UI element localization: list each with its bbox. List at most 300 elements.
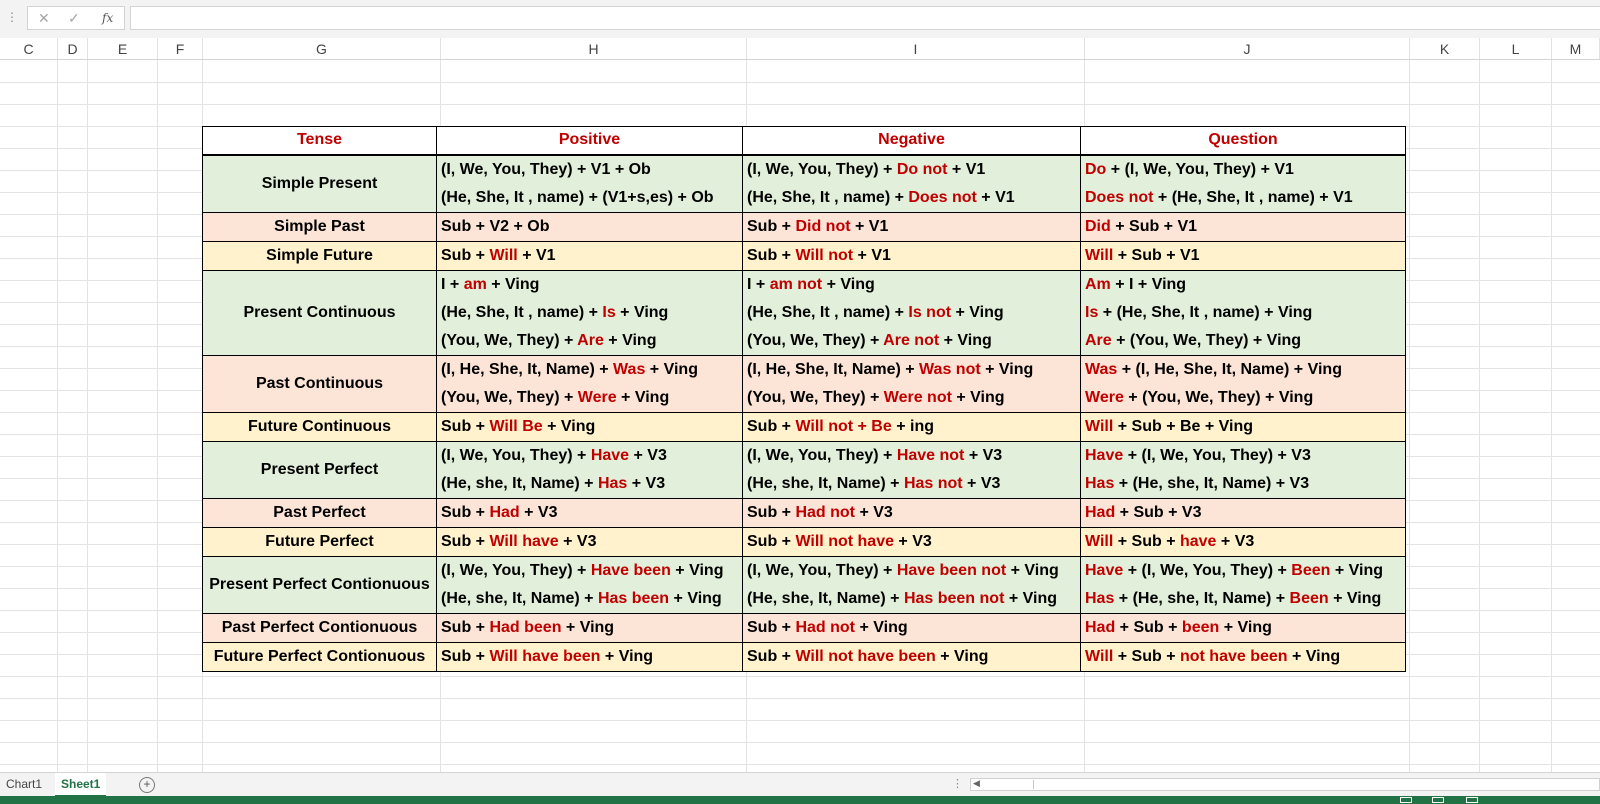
formula-line [441,271,738,299]
tense-cell[interactable]: Simple Present [203,155,437,213]
formula-line [1085,413,1401,441]
normal-view-icon[interactable] [1400,797,1412,803]
formula-text: + Ving [561,618,615,636]
formula-cell[interactable] [743,527,1081,556]
formula-text: + Sub + [1115,618,1182,636]
formula-text: (I, We, You, They) + [441,446,591,464]
formula-line [441,585,738,613]
formula-text: + Ving [980,360,1034,378]
formula-text: + V1 [853,246,891,264]
formula-line [1085,528,1401,556]
formula-text: + (He, she, It, Name) + [1114,589,1290,607]
highlighted-term: Will not have [795,532,894,550]
formula-text: + Sub + V3 [1115,503,1202,521]
grid-line-vertical [87,60,88,772]
formula-line [441,557,738,585]
tense-cell[interactable]: Future Perfect Contionuous [203,642,437,671]
formula-text: + V3 [1216,532,1255,550]
formula-line [1085,557,1401,585]
formula-text: (You, We, They) + [747,388,884,406]
column-header-i[interactable]: I [747,38,1085,59]
formula-cell[interactable] [743,642,1081,671]
formula-text: + Ving [645,360,698,378]
cancel-icon[interactable]: ✕ [38,10,50,26]
formula-text: + V1 [976,188,1015,206]
formula-line [441,184,738,212]
formula-cell[interactable] [743,441,1081,498]
formula-text: + Ving [1006,561,1059,579]
formula-text: Sub + [747,417,796,435]
table-row [203,613,1406,642]
table-row [203,527,1406,556]
highlighted-term: Has [1085,589,1115,607]
highlighted-term: Are [1085,331,1112,349]
formula-text: + I + Ving [1110,275,1187,293]
formula-text: + V3 [558,532,597,550]
formula-cell[interactable] [743,270,1081,355]
formula-line [747,470,1076,498]
highlighted-term: Am [1085,275,1111,293]
sheet-tab-chart1[interactable]: Chart1 [6,777,43,791]
formula-input[interactable] [130,6,1600,30]
formula-cell[interactable] [743,212,1081,241]
highlighted-term: Have been not [896,561,1007,579]
formula-text: + ing [891,417,934,435]
formula-line [441,643,738,671]
formula-cell[interactable] [1081,212,1406,241]
formula-line [1085,299,1401,327]
formula-line [747,442,1076,470]
highlighted-term: Will not have been [795,647,936,665]
highlighted-term: Have [1085,446,1124,464]
formula-text: Sub + [747,503,796,521]
tense-cell[interactable]: Past Continuous [203,355,437,412]
formula-cell[interactable] [437,498,743,527]
formula-cell[interactable] [1081,155,1406,213]
tense-cell[interactable]: Present Perfect Contionuous [203,556,437,613]
formula-text: Sub + [747,217,796,235]
formula-text: (He, She, It , name) + [747,303,909,321]
grid-line-horizontal [0,676,1600,677]
highlighted-term: Do [1085,160,1107,178]
formula-cell[interactable] [437,642,743,671]
highlighted-term: Been [1289,589,1329,607]
highlighted-term: Has been not [903,589,1005,607]
highlighted-term: Is [1085,303,1099,321]
formula-line [1085,585,1401,613]
formula-line [441,156,738,184]
formula-line [441,470,738,498]
page-layout-icon[interactable] [1432,797,1444,803]
table-row [203,355,1406,412]
formula-line [441,413,738,441]
formula-text: + Ving [670,561,724,579]
formula-text: + Ving [951,388,1005,406]
formula-text: + V3 [964,446,1003,464]
column-header-h[interactable]: H [441,38,747,59]
highlighted-term: Are not [883,331,940,349]
tense-cell[interactable]: Past Perfect [203,498,437,527]
highlighted-term: Was [1085,360,1118,378]
grid-line-horizontal [0,764,1600,765]
formula-text: (I, We, You, They) + [441,561,591,579]
highlighted-term: Did [1085,217,1111,235]
formula-text: + V3 [893,532,932,550]
column-header-k[interactable]: K [1410,38,1480,59]
formula-text: (He, She, It , name) + [441,303,603,321]
formula-text: + V3 [627,474,666,492]
formula-line [747,156,1076,184]
sheet-tab-sheet1[interactable]: Sheet1 [55,773,106,797]
formula-line [1085,384,1401,412]
formula-cell[interactable] [743,155,1081,213]
highlighted-term: Has not [903,474,963,492]
formula-text: (I, We, You, They) + [747,160,897,178]
formula-text: Sub + [441,647,490,665]
formula-text: + (I, We, You, They) + V1 [1106,160,1294,178]
formula-text: + Ving [1330,561,1384,579]
column-header-f[interactable]: F [158,38,203,59]
formula-cell[interactable] [743,355,1081,412]
highlighted-term: Will have [489,532,559,550]
grid-line-horizontal [0,698,1600,699]
table-row [203,270,1406,355]
highlighted-term: Will have been [489,647,601,665]
highlighted-term: am [463,275,487,293]
grid-line-vertical [1551,60,1552,772]
formula-text: + V3 [629,446,667,464]
highlighted-term: been [1181,618,1220,636]
formula-cell[interactable] [1081,613,1406,642]
column-header-m[interactable]: M [1552,38,1600,59]
formula-text: + V1 [947,160,986,178]
formula-line [441,528,738,556]
column-header-c[interactable]: C [0,38,58,59]
formula-line [441,327,738,355]
formula-cell[interactable] [437,355,743,412]
formula-text: + (I, We, You, They) + V3 [1123,446,1311,464]
formula-text: Sub + [747,618,796,636]
formula-line [1085,614,1401,642]
highlighted-term: Have [1085,561,1124,579]
formula-line [747,413,1076,441]
header-cell[interactable]: Negative [743,127,1081,155]
highlighted-term: Was not [919,360,981,378]
formula-cell[interactable] [437,412,743,441]
formula-cell[interactable] [437,527,743,556]
formula-line [747,528,1076,556]
formula-text: + V1 [517,246,556,264]
formula-cell[interactable] [1081,642,1406,671]
scrollbar-thumb[interactable] [1033,780,1594,789]
formula-line [747,299,1076,327]
column-header-j[interactable]: J [1085,38,1410,59]
formula-line [1085,643,1401,671]
highlighted-term: Will not + Be [795,417,892,435]
formula-line [1085,242,1401,270]
formula-buttons [27,6,125,30]
highlighted-term: Have [590,446,630,464]
formula-bar [0,0,1600,38]
formula-text: + Ving [1219,618,1272,636]
formula-text: + Ving [542,417,596,435]
formula-text: + Sub + [1113,532,1180,550]
highlighted-term: Will not [795,246,854,264]
formula-cell[interactable] [743,412,1081,441]
formula-line [441,614,738,642]
column-header-l[interactable]: L [1480,38,1552,59]
formula-text: + V1 [850,217,889,235]
formula-line [1085,327,1401,355]
formula-text: + Ving [615,303,669,321]
table-row [203,412,1406,441]
grid-line-horizontal [0,104,1600,105]
formula-cell[interactable] [743,498,1081,527]
formula-text: + Sub + V1 [1113,246,1200,264]
enter-icon[interactable]: ✓ [68,10,80,26]
formula-line [747,213,1076,241]
formula-cell[interactable] [1081,527,1406,556]
formula-line [1085,356,1401,384]
formula-text: (He, she, It, Name) + [441,589,598,607]
formula-cell[interactable] [1081,556,1406,613]
highlighted-term: Have not [896,446,965,464]
highlighted-term: Will [1085,647,1114,665]
formula-text: + Ving [951,303,1004,321]
formula-text: + Ving [603,331,657,349]
add-sheet-icon[interactable]: + [139,777,155,793]
formula-text: + Ving [855,618,908,636]
formula-text: Sub + [747,647,796,665]
formula-text: Sub + [441,618,490,636]
insert-function-icon[interactable]: fx [102,11,114,25]
formula-text: + Ving [1004,589,1058,607]
formula-cell[interactable] [437,441,743,498]
formula-text: I + [747,275,770,293]
sheet-tab-bar [0,772,1600,796]
highlighted-term: Have been [590,561,671,579]
formula-cell[interactable] [437,613,743,642]
formula-text: + Ving [486,275,540,293]
formula-line [747,614,1076,642]
formula-text: + Ving [1287,647,1341,665]
formula-cell[interactable] [437,270,743,355]
formula-line [747,184,1076,212]
formula-line [1085,442,1401,470]
formula-text: Sub + [441,503,490,521]
formula-line [1085,470,1401,498]
highlighted-term: Been [1291,561,1331,579]
highlighted-term: Does not [908,188,977,206]
highlighted-term: Had been [489,618,562,636]
formula-text: Sub + V2 + Ob [441,217,550,235]
formula-cell[interactable] [743,613,1081,642]
formula-line [1085,156,1401,184]
highlighted-term: not have been [1179,647,1288,665]
highlighted-term: Were [1085,388,1124,406]
highlighted-term: Will [1085,246,1114,264]
formula-text: Sub + [747,532,796,550]
tense-cell[interactable]: Simple Past [203,212,437,241]
highlighted-term: Are [577,331,604,349]
grid-line-horizontal [0,720,1600,721]
formula-text: I + [441,275,464,293]
tense-cell[interactable]: Future Perfect [203,527,437,556]
formula-line [441,442,738,470]
formula-text: (He, she, It, Name) + [747,589,904,607]
formula-text: + V3 [855,503,893,521]
formula-cell[interactable] [437,241,743,270]
formula-line [1085,184,1401,212]
formula-cell[interactable] [1081,241,1406,270]
table-row [203,441,1406,498]
highlighted-term: Has been [597,589,670,607]
formula-line [441,213,738,241]
tense-cell[interactable]: Past Perfect Contionuous [203,613,437,642]
formula-line [747,643,1076,671]
highlighted-term: have [1179,532,1217,550]
formula-text: Sub + [747,246,796,264]
formula-text: + (I, He, She, It, Name) + Ving [1117,360,1342,378]
highlighted-term: Has [597,474,628,492]
formula-text: (I, We, You, They) + [747,446,897,464]
tense-cell[interactable]: Simple Future [203,241,437,270]
formula-text: + Sub + Be + Ving [1113,417,1254,435]
highlighted-term: Does not [1085,188,1154,206]
highlighted-term: Did not [795,217,851,235]
formula-text: (You, We, They) + [747,331,884,349]
formula-text: (He, She, It , name) + (V1+s,es) + Ob [441,188,714,206]
grid-line-vertical [157,60,158,772]
formula-text: + Ving [935,647,989,665]
formula-cell[interactable] [1081,355,1406,412]
highlighted-term: Will [1085,532,1114,550]
formula-text: + (He, she, It, Name) + V3 [1114,474,1310,492]
status-bar [0,796,1600,804]
formula-line [1085,213,1401,241]
formula-cell[interactable] [743,556,1081,613]
formula-line [747,242,1076,270]
formula-cell[interactable] [437,155,743,213]
highlighted-term: Were not [883,388,952,406]
formula-cell[interactable] [437,212,743,241]
formula-cell[interactable] [1081,270,1406,355]
formula-text: (I, He, She, It, Name) + [747,360,920,378]
table-header-row [203,127,1406,155]
formula-text: (He, she, It, Name) + [441,474,598,492]
grid-line-vertical [57,60,58,772]
highlighted-term: Had [1085,503,1116,521]
highlighted-term: Do not [896,160,948,178]
table-row [203,642,1406,671]
grid-line-vertical [1409,60,1410,772]
horizontal-scrollbar[interactable] [970,778,1600,791]
formula-line [441,299,738,327]
page-break-icon[interactable] [1466,797,1478,803]
formula-text: + (He, She, It , name) + Ving [1098,303,1313,321]
highlighted-term: Is [602,303,616,321]
formula-line [441,499,738,527]
column-header-d[interactable]: D [58,38,88,59]
tense-cell[interactable]: Present Perfect [203,441,437,498]
tab-splitter-icon[interactable]: ⋮ [952,778,963,790]
grid-line-horizontal [0,742,1600,743]
highlighted-term: am not [769,275,823,293]
column-header-g[interactable]: G [203,38,441,59]
formula-line [1085,499,1401,527]
formula-text: (You, We, They) + [441,388,578,406]
scroll-left-icon[interactable]: ◀ [973,778,980,788]
formula-bar-grip-icon: ⋮ [6,10,18,24]
highlighted-term: Were [577,388,617,406]
column-header-row [0,38,1600,60]
formula-cell[interactable] [743,241,1081,270]
tense-cell[interactable]: Present Continuous [203,270,437,355]
formula-cell[interactable] [1081,412,1406,441]
formula-text: (He, she, It, Name) + [747,474,904,492]
formula-text: + V3 [962,474,1001,492]
highlighted-term: Had not [795,618,855,636]
formula-text: + (You, We, They) + Ving [1123,388,1314,406]
header-cell[interactable]: Positive [437,127,743,155]
header-cell[interactable]: Question [1081,127,1406,155]
highlighted-term: Will [489,246,518,264]
highlighted-term: Will Be [489,417,543,435]
highlighted-term: Was [613,360,646,378]
table-row [203,498,1406,527]
formula-text: + V3 [519,503,558,521]
formula-line [747,557,1076,585]
highlighted-term: Had [1085,618,1116,636]
header-cell[interactable]: Tense [203,127,437,155]
table-row [203,212,1406,241]
formula-text: + (I, We, You, They) + [1123,561,1292,579]
formula-text: + (You, We, They) + Ving [1111,331,1302,349]
formula-line [747,271,1076,299]
formula-text: + Ving [822,275,875,293]
formula-text: + Ving [669,589,722,607]
formula-text: + Ving [600,647,654,665]
formula-text: Sub + [441,246,490,264]
grid-line-vertical [1479,60,1480,772]
formula-line [747,327,1076,355]
highlighted-term: Is not [908,303,952,321]
formula-text: + Ving [939,331,992,349]
formula-cell[interactable] [1081,441,1406,498]
table-row [203,241,1406,270]
tense-cell[interactable]: Future Continuous [203,412,437,441]
formula-text: + Sub + V1 [1110,217,1198,235]
table-row [203,155,1406,213]
table-row [203,556,1406,613]
formula-text: (He, She, It , name) + [747,188,909,206]
formula-cell[interactable] [1081,498,1406,527]
formula-text: (I, He, She, It, Name) + [441,360,614,378]
formula-text: + Sub + [1113,647,1180,665]
formula-text: (I, We, You, They) + V1 + Ob [441,160,651,178]
formula-text: + Ving [616,388,670,406]
formula-cell[interactable] [437,556,743,613]
highlighted-term: Will [1085,417,1114,435]
formula-line [747,499,1076,527]
formula-text: (You, We, They) + [441,331,578,349]
formula-line [747,384,1076,412]
column-header-e[interactable]: E [88,38,158,59]
tense-table [202,126,1406,672]
highlighted-term: Had not [795,503,855,521]
formula-text: + (He, She, It , name) + V1 [1153,188,1353,206]
grid-line-horizontal [0,82,1600,83]
